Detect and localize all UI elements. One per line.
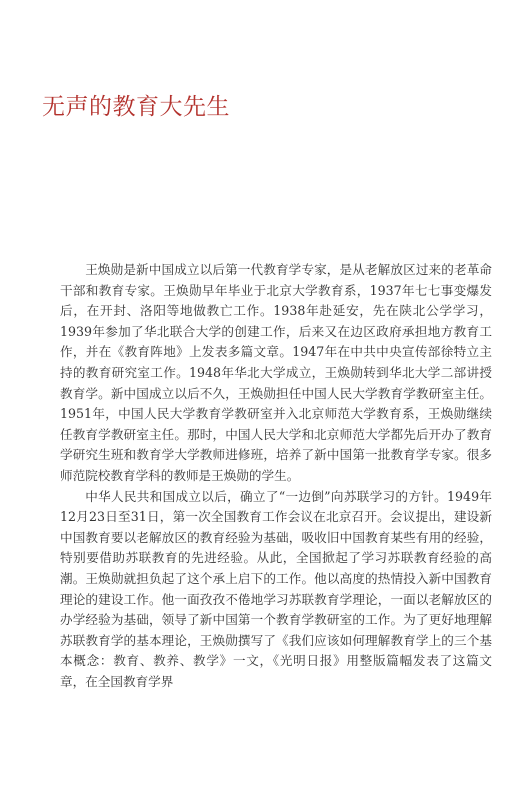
- paragraph-1: 王焕勋是新中国成立以后第一代教育学专家，是从老解放区过来的老革命干部和教育专家。王焕勋早年毕业于北京大学教育系，1937年七七事变爆发后，在开封、洛阳等地做教亡工作。1938年赴延安，先在陕北公学学习，1939年参加了华北联合大学的创建工作，后来又在边区政府承担地方教育工作，并在《教育阵地》上发表多篇文章。1947年在中共中央宣传部徐特立主持的教育研究室工作。1948年华北大学成立，王焕勋转到华北大学二部讲授教育学。新中国成立以后不久，王焕勋担任中国人民大学教育学教研室主任。1951年，中国人民大学教育学教研室并入北京师范大学教育系，王焕勋继续任教育学教研室主任。那时，中国人民大学和北京师范大学都先后开办了教育学研究生班和教育学大学教师进修班，培养了新中国第一批教育学专家。很多师范院校教育学科的教师是王焕勋的学生。: [60, 262, 492, 483]
- page-title: 无声的教育大先生: [42, 94, 230, 120]
- article-body: [60, 260, 492, 692]
- paragraph-2: 中华人民共和国成立以后，确立了“一边倒”向苏联学习的方针。1949年12月23日至31日，第一次全国教育工作会议在北京召开。会议提出，建设新中国教育要以老解放区的教育经验为基础，吸收旧中国教育某些有用的经验，特别要借助苏联教育的先进经验。从此，全国掀起了学习苏联教育经验的高潮。王焕勋就担负起了这个承上启下的工作。他以高度的热情投入新中国教育理论的建设工作。他一面孜孜不倦地学习苏联教育学理论，一面以老解放区的办学经验为基础，领导了新中国第一个教育学教研室的工作。为了更好地理解苏联教育学的基本理论，王焕勋撰写了《我们应该如何理解教育学上的三个基本概念：教育、教养、教学》一文，《光明日报》用整版篇幅发表了这篇文章，在全国教育学界: [60, 488, 492, 689]
